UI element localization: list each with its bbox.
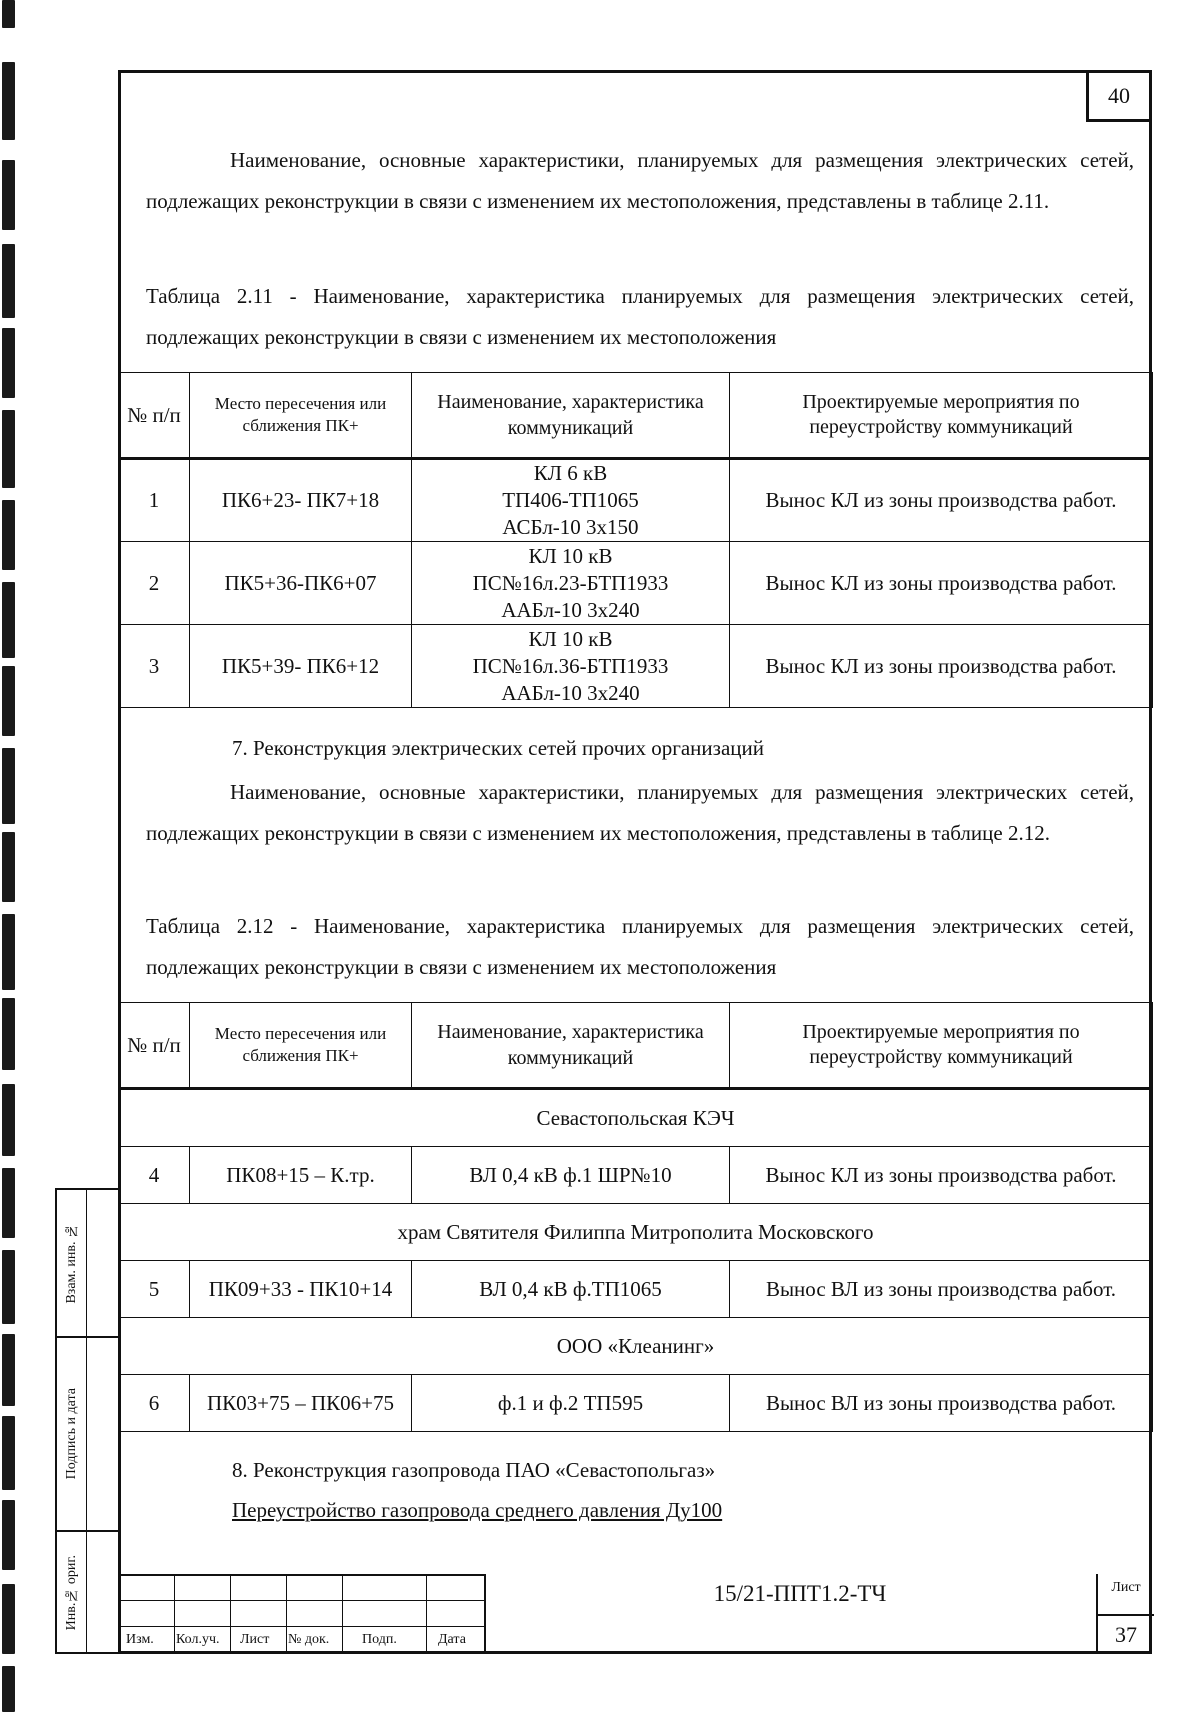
header-place: Место пересечения или сближения ПК+ (190, 1003, 412, 1089)
comm-line-2: ТП406-ТП1065 (502, 488, 639, 512)
header-measures: Проектируемые мероприятия по переустройству коммуникаций (730, 373, 1153, 459)
table-row (119, 542, 1153, 625)
row-action: Вынос КЛ из зоны производства работ. (730, 542, 1153, 625)
side-stamp (55, 1188, 118, 1654)
table-header-row (119, 373, 1153, 459)
intro-paragraph-1: Наименование, основные характеристики, планируемых для размещения электрических сетей, подлежащих реконструкции в связи с изменением их местоположения, представлены в таблице 2.11. (146, 148, 1134, 213)
sheet-label: Лист (1111, 1580, 1141, 1595)
group-row (119, 1204, 1153, 1261)
header-num: № п/п (119, 1003, 190, 1089)
row-picket: ПК09+33 - ПК10+14 (190, 1261, 412, 1318)
sheet-number: 37 (1098, 1614, 1154, 1648)
table-row (119, 1261, 1153, 1318)
binding-marks (0, 0, 20, 1712)
group-row (119, 1089, 1153, 1147)
side-podpis-cell (57, 1338, 87, 1530)
row-action: Вынос КЛ из зоны производства работ. (730, 1147, 1153, 1204)
table-2-11-caption: Таблица 2.11 - Наименование, характеристика планируемых для размещения электрических сетей, подлежащих реконструкции в связи с изменением их местоположения (146, 284, 1134, 349)
table-2-12 (118, 1002, 1153, 1432)
side-zam-cell (57, 1190, 87, 1336)
row-number: 3 (119, 625, 190, 708)
comm-line-2: ПС№16л.23-БТП1933 (472, 570, 669, 595)
row-action: Вынос ВЛ из зоны производства работ. (730, 1261, 1153, 1318)
page-number-top: 40 (1086, 70, 1152, 122)
row-communication (412, 625, 730, 708)
side-zam-label: Взам. инв. № (63, 1222, 79, 1304)
group-sevastopol-kech: Севастопольская КЭЧ (119, 1089, 1153, 1147)
row-communication (412, 459, 730, 542)
row-action: Вынос ВЛ из зоны производства работ. (730, 1375, 1153, 1432)
row-number: 5 (119, 1261, 190, 1318)
row-number: 4 (119, 1147, 190, 1204)
comm-line-3: ААБл-10 3х240 (501, 680, 640, 705)
group-kleaning: ООО «Клеанинг» (119, 1318, 1153, 1375)
group-row (119, 1318, 1153, 1375)
row-action: Вынос КЛ из зоны производства работ. (730, 625, 1153, 708)
table-2-11 (118, 372, 1153, 708)
document-code: 15/21-ППТ1.2-ТЧ (713, 1581, 887, 1606)
header-communications: Наименование, характеристика коммуникаций (412, 1003, 730, 1089)
table-row (119, 625, 1153, 708)
comm-line-1: КЛ 6 кВ (533, 461, 608, 485)
row-communication (412, 542, 730, 625)
header-communications: Наименование, характеристика коммуникаций (412, 373, 730, 459)
table-header-row (119, 1003, 1153, 1089)
side-podpis-label: Подпись и дата (63, 1388, 79, 1480)
intro-paragraph-2: Наименование, основные характеристики, планируемых для размещения электрических сетей, подлежащих реконструкции в связи с изменением их местоположения, представлены в таблице 2.12. (146, 780, 1134, 845)
row-communication: ВЛ 0,4 кВ ф.ТП1065 (412, 1261, 730, 1318)
table-row (119, 1147, 1153, 1204)
comm-line-1: КЛ 10 кВ (528, 626, 613, 651)
sheet-number-box (1096, 1574, 1152, 1654)
row-number: 2 (119, 542, 190, 625)
table-2-12-caption: Таблица 2.12 - Наименование, характеристика планируемых для размещения электрических сетей, подлежащих реконструкции в связи с изменением их местоположения (146, 914, 1134, 979)
comm-line-3: ААБл-10 3х240 (501, 597, 640, 622)
section-8-subheading: Переустройство газопровода среднего давления Ду100 (232, 1498, 723, 1522)
tb-data-label: Дата (438, 1632, 466, 1647)
row-communication: ВЛ 0,4 кВ ф.1 ШР№10 (412, 1147, 730, 1204)
section-8-heading: 8. Реконструкция газопровода ПАО «Севастопольгаз» (232, 1458, 716, 1482)
comm-line-2: ПС№16л.36-БТП1933 (472, 653, 669, 678)
tb-izm-label: Изм. (126, 1632, 154, 1647)
row-picket: ПК5+36-ПК6+07 (190, 542, 412, 625)
row-picket: ПК08+15 – К.тр. (190, 1147, 412, 1204)
row-picket: ПК5+39- ПК6+12 (190, 625, 412, 708)
row-action: Вынос КЛ из зоны производства работ. (730, 459, 1153, 542)
row-picket: ПК03+75 – ПК06+75 (190, 1375, 412, 1432)
row-number: 6 (119, 1375, 190, 1432)
header-measures: Проектируемые мероприятия по переустройству коммуникаций (730, 1003, 1153, 1089)
header-num: № п/п (119, 373, 190, 459)
tb-podp-label: Подп. (362, 1632, 397, 1647)
header-place: Место пересечения или сближения ПК+ (190, 373, 412, 459)
comm-line-1: КЛ 10 кВ (528, 543, 613, 568)
side-inv-label: Инв.№ ориг. (63, 1555, 79, 1631)
tb-doc-label: № док. (288, 1632, 330, 1647)
row-communication: ф.1 и ф.2 ТП595 (412, 1375, 730, 1432)
tb-kol-label: Кол.уч. (176, 1632, 220, 1647)
row-number: 1 (119, 459, 190, 542)
table-row (119, 1375, 1153, 1432)
section-7-heading: 7. Реконструкция электрических сетей прочих организаций (232, 736, 764, 760)
group-temple: храм Святителя Филиппа Митрополита Московского (119, 1204, 1153, 1261)
comm-line-3: АСБл-10 3х150 (502, 515, 639, 539)
side-inv-cell (57, 1532, 87, 1654)
tb-list-label: Лист (240, 1632, 270, 1647)
row-picket: ПК6+23- ПК7+18 (190, 459, 412, 542)
table-row (119, 459, 1153, 542)
